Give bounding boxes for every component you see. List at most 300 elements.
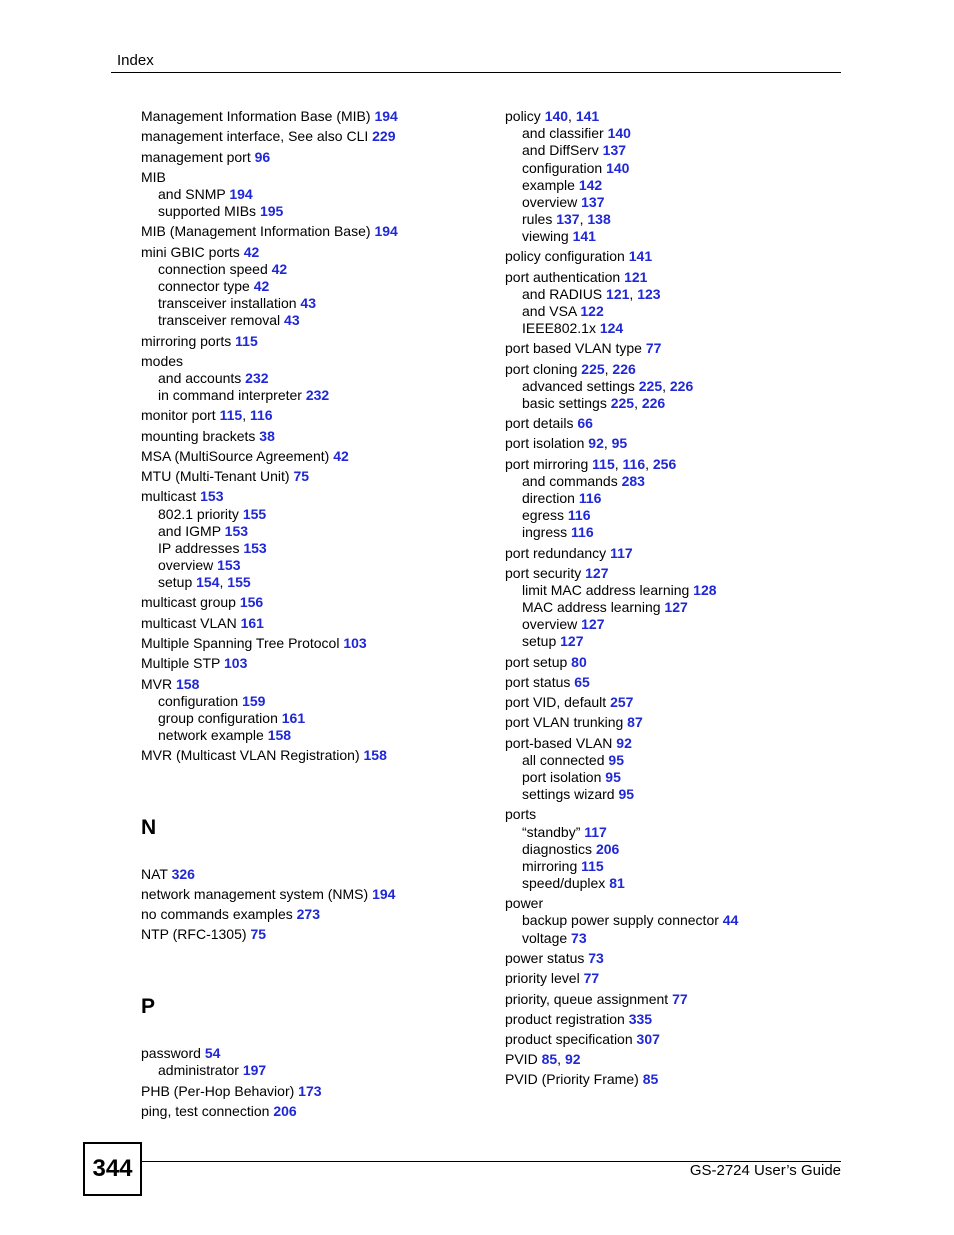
page-link[interactable]: 173 (298, 1083, 322, 1099)
index-subentry (522, 142, 626, 159)
index-entry (505, 565, 609, 582)
index-term: overview (522, 194, 582, 210)
index-subentry (522, 786, 634, 803)
page-link[interactable]: 85 (541, 1051, 558, 1067)
page-link[interactable]: 73 (588, 950, 604, 966)
index-term: basic settings (522, 395, 611, 411)
index-term: PHB (Per-Hop Behavior) (141, 1083, 299, 1099)
index-term: network management system (NMS) (141, 886, 373, 902)
page-link[interactable]: 116 (578, 490, 602, 506)
page-link[interactable]: 103 (224, 655, 248, 671)
index-term: IP addresses (158, 540, 244, 556)
index-entry (505, 415, 593, 432)
section-letter: N (141, 816, 157, 839)
page-link[interactable]: 155 (242, 506, 267, 522)
index-term: password (141, 1045, 205, 1061)
index-term: direction (522, 490, 579, 506)
page-link[interactable]: 75 (293, 468, 310, 484)
index-term: port isolation (505, 435, 589, 451)
page-link[interactable]: 141 (628, 248, 653, 264)
page-link[interactable]: 137 (581, 194, 605, 210)
index-subentry (522, 378, 693, 395)
index-term: and commands (522, 473, 622, 489)
index-subentry (158, 312, 300, 329)
index-entry (141, 926, 266, 943)
page-link[interactable]: 117 (610, 545, 633, 561)
page-link[interactable]: 77 (645, 340, 662, 356)
index-entry (505, 248, 652, 265)
index-term: NTP (RFC-1305) (141, 926, 251, 942)
page-link[interactable]: 206 (273, 1103, 297, 1119)
index-term: multicast VLAN (141, 615, 241, 631)
page-link[interactable]: 194 (374, 108, 398, 124)
index-subentry (522, 769, 621, 786)
page-link[interactable]: 42 (243, 244, 260, 260)
index-term: MSA (MultiSource Agreement) (141, 448, 334, 464)
page-link[interactable]: 226 (669, 378, 694, 394)
page-link[interactable]: 92 (588, 435, 604, 451)
index-entry (505, 1051, 581, 1068)
index-subentry (522, 875, 625, 892)
index-subentry (522, 177, 602, 194)
index-term: configuration (158, 693, 243, 709)
index-subentry (522, 599, 688, 616)
index-term: product registration (505, 1011, 629, 1027)
page-link[interactable]: 138 (587, 211, 611, 227)
index-term: port based VLAN type (505, 340, 646, 356)
page-link[interactable]: 121 (606, 286, 630, 302)
index-term: port VID, default (505, 694, 611, 710)
page-link[interactable]: 77 (672, 991, 688, 1007)
index-term: and accounts (158, 370, 246, 386)
page-link[interactable]: 87 (627, 714, 643, 730)
index-term: no commands examples (141, 906, 297, 922)
index-term: example (522, 177, 579, 193)
page-link[interactable]: 206 (595, 841, 620, 857)
index-term: transceiver installation (158, 295, 301, 311)
index-term: and DiffServ (522, 142, 603, 158)
index-term: all connected (522, 752, 609, 768)
page-link[interactable]: 77 (583, 970, 600, 986)
index-term: diagnostics (522, 841, 596, 857)
page-link[interactable]: 96 (254, 149, 271, 165)
index-subentry (522, 582, 717, 599)
page-link[interactable]: 116 (249, 407, 273, 423)
page-link[interactable]: 225 (610, 395, 635, 411)
index-term: ingress (522, 524, 572, 540)
page-link[interactable]: 121 (624, 269, 648, 285)
page-link[interactable]: 122 (580, 303, 604, 319)
index-entry (141, 1083, 322, 1100)
index-term: Multiple STP (141, 655, 224, 671)
page-link[interactable]: 159 (242, 693, 266, 709)
page-link[interactable]: 115 (592, 456, 615, 472)
page-link[interactable]: 158 (363, 747, 387, 763)
page-separator: , (242, 407, 250, 423)
index-term: MIB (141, 169, 166, 185)
index-term: priority, queue assignment (505, 991, 673, 1007)
index-term: port setup (505, 654, 572, 670)
page-link[interactable]: 153 (243, 540, 267, 556)
index-term: Multiple Spanning Tree Protocol (141, 635, 344, 651)
index-entry (141, 128, 396, 145)
page-link[interactable]: 127 (581, 616, 605, 632)
index-subentry (158, 710, 305, 727)
index-term: product specification (505, 1031, 637, 1047)
page-link[interactable]: 232 (305, 387, 330, 403)
index-subentry (158, 261, 287, 278)
index-entry (141, 1103, 297, 1120)
index-subentry (158, 506, 266, 523)
page-link[interactable]: 158 (176, 676, 200, 692)
page-link[interactable]: 140 (607, 125, 631, 141)
page-link[interactable]: 153 (200, 488, 224, 504)
page-link[interactable]: 307 (636, 1031, 660, 1047)
index-term: port security (505, 565, 586, 581)
index-subentry (522, 930, 587, 947)
index-entry (141, 866, 195, 883)
index-term: group configuration (158, 710, 282, 726)
index-subentry (158, 540, 267, 557)
index-term: connection speed (158, 261, 272, 277)
index-term: speed/duplex (522, 875, 610, 891)
index-subentry (522, 752, 624, 769)
index-subentry (158, 557, 241, 574)
index-entry (505, 714, 643, 731)
index-term: power status (505, 950, 589, 966)
index-term: multicast group (141, 594, 240, 610)
page-link[interactable]: 38 (259, 428, 275, 444)
page-link[interactable]: 225 (581, 361, 605, 377)
page-link[interactable]: 225 (638, 378, 663, 394)
index-term: management port (141, 149, 255, 165)
index-term: configuration (522, 160, 607, 176)
index-entry (505, 970, 599, 987)
page-link[interactable]: 197 (242, 1062, 267, 1078)
index-entry (141, 169, 166, 186)
index-term: mirroring (522, 858, 582, 874)
index-term: port details (505, 415, 578, 431)
page-separator: , (557, 1051, 565, 1067)
index-subentry (522, 125, 631, 142)
page-link[interactable]: 256 (652, 456, 677, 472)
index-entry (141, 468, 309, 485)
index-subentry (158, 203, 283, 220)
page-link[interactable]: 115 (581, 858, 604, 874)
index-term: power (505, 895, 544, 911)
index-entry (505, 1071, 658, 1088)
page-link[interactable]: 115 (219, 407, 243, 423)
index-subentry (158, 727, 291, 744)
index-subentry (522, 858, 604, 875)
page-link[interactable]: 153 (217, 557, 241, 573)
index-entry (141, 244, 259, 261)
page-link[interactable]: 65 (574, 674, 590, 690)
index-entry (505, 435, 627, 452)
index-term: and IGMP (158, 523, 225, 539)
index-entry (505, 654, 587, 671)
page-link[interactable]: 158 (267, 727, 292, 743)
index-entry (141, 676, 199, 693)
index-term: supported MIBs (158, 203, 260, 219)
index-entry (505, 108, 599, 125)
index-subentry (158, 370, 269, 387)
index-entry (141, 149, 270, 166)
page-link[interactable]: 116 (567, 507, 591, 523)
page-link[interactable]: 137 (556, 211, 580, 227)
index-subentry (158, 295, 316, 312)
index-entry (141, 407, 273, 424)
page-link[interactable]: 44 (722, 912, 739, 928)
index-term: setup (158, 574, 197, 590)
page-link[interactable]: 154 (196, 574, 220, 590)
index-entry (141, 594, 263, 611)
index-entry (505, 991, 688, 1008)
index-term: mirroring ports (141, 333, 236, 349)
index-term: policy (505, 108, 545, 124)
page-separator: , (614, 456, 623, 472)
index-term: port isolation (522, 769, 606, 785)
index-term: and classifier (522, 125, 608, 141)
page-link[interactable]: 232 (245, 370, 269, 386)
page-link[interactable]: 161 (240, 615, 264, 631)
index-entry (141, 615, 264, 632)
index-entry (505, 340, 661, 357)
index-term: backup power supply connector (522, 912, 723, 928)
guide-title: GS-2724 User’s Guide (689, 1162, 841, 1179)
index-entry (505, 950, 604, 967)
page-number: 344 (83, 1142, 142, 1196)
page-link[interactable]: 92 (616, 735, 632, 751)
index-subentry (522, 912, 738, 929)
index-entry (505, 806, 536, 823)
page-link[interactable]: 95 (608, 752, 624, 768)
index-term: port cloning (505, 361, 582, 377)
page-link[interactable]: 140 (544, 108, 569, 124)
section-letter: P (141, 995, 156, 1018)
page-link[interactable]: 257 (610, 694, 634, 710)
index-entry (505, 1011, 652, 1028)
index-term: port mirroring (505, 456, 593, 472)
index-term: rules (522, 211, 557, 227)
index-entry (505, 456, 676, 473)
index-entry (141, 333, 258, 350)
page-link[interactable]: 54 (204, 1045, 221, 1061)
index-entry (141, 1045, 220, 1062)
index-term: overview (522, 616, 582, 632)
index-subentry (522, 286, 661, 303)
index-term: and RADIUS (522, 286, 607, 302)
index-term: NAT (141, 866, 172, 882)
page-link[interactable]: 117 (584, 824, 607, 840)
page-link[interactable]: 140 (606, 160, 630, 176)
page-link[interactable]: 161 (281, 710, 306, 726)
page-separator: , (629, 286, 638, 302)
page-link[interactable]: 273 (296, 906, 320, 922)
index-entry (141, 886, 395, 903)
index-subentry (522, 824, 607, 841)
page-link[interactable]: 124 (599, 320, 624, 336)
index-term: setup (522, 633, 561, 649)
page-link[interactable]: 42 (271, 261, 288, 277)
index-subentry (158, 1062, 266, 1079)
index-entry (141, 488, 223, 505)
index-subentry (522, 395, 665, 412)
index-entry (141, 747, 387, 764)
index-subentry (158, 387, 329, 404)
page-link[interactable]: 137 (602, 142, 627, 158)
index-subentry (158, 278, 269, 295)
index-term: limit MAC address learning (522, 582, 694, 598)
page-link[interactable]: 194 (229, 186, 253, 202)
page-link[interactable]: 127 (560, 633, 584, 649)
index-term: advanced settings (522, 378, 639, 394)
page-link[interactable]: 85 (642, 1071, 659, 1087)
page-link[interactable]: 92 (564, 1051, 581, 1067)
index-entry (141, 448, 349, 465)
index-entry (141, 635, 367, 652)
running-header-title: Index (117, 52, 154, 69)
index-subentry (522, 211, 611, 228)
page-link[interactable]: 156 (239, 594, 264, 610)
index-term: port authentication (505, 269, 625, 285)
page-link[interactable]: 142 (578, 177, 603, 193)
page-link[interactable]: 75 (250, 926, 267, 942)
page-link[interactable]: 229 (372, 128, 396, 144)
page-link[interactable]: 81 (609, 875, 625, 891)
index-entry (141, 428, 275, 445)
index-term: PVID (505, 1051, 542, 1067)
page-link[interactable]: 141 (572, 228, 596, 244)
page-link[interactable]: 226 (612, 361, 636, 377)
page-link[interactable]: 127 (585, 565, 609, 581)
page-link[interactable]: 42 (253, 278, 270, 294)
page-link[interactable]: 326 (171, 866, 195, 882)
index-term: MTU (Multi-Tenant Unit) (141, 468, 294, 484)
page-link[interactable]: 95 (605, 769, 621, 785)
index-entry (141, 655, 247, 672)
index-term: MAC address learning (522, 599, 665, 615)
page-link[interactable]: 80 (571, 654, 587, 670)
page-separator: , (579, 211, 588, 227)
index-term: ping, test connection (141, 1103, 274, 1119)
index-term: administrator (158, 1062, 243, 1078)
index-term: network example (158, 727, 268, 743)
page-link[interactable]: 43 (300, 295, 316, 311)
index-term: and VSA (522, 303, 581, 319)
index-entry (141, 906, 320, 923)
index-term: ports (505, 806, 537, 822)
index-term: viewing (522, 228, 573, 244)
index-subentry (522, 490, 601, 507)
index-entry (505, 361, 636, 378)
index-subentry (158, 693, 265, 710)
index-subentry (522, 841, 619, 858)
index-subentry (522, 633, 584, 650)
index-subentry (522, 524, 594, 541)
page-link[interactable]: 155 (227, 574, 251, 590)
index-entry (505, 694, 633, 711)
index-term: in command interpreter (158, 387, 306, 403)
page-link[interactable]: 226 (641, 395, 666, 411)
page-link[interactable]: 42 (333, 448, 349, 464)
index-subentry (522, 616, 605, 633)
index-term: management interface, See also CLI (141, 128, 373, 144)
page-link[interactable]: 123 (637, 286, 661, 302)
page-link[interactable]: 335 (628, 1011, 653, 1027)
index-term: port status (505, 674, 575, 690)
index-term: voltage (522, 930, 572, 946)
index-term: policy configuration (505, 248, 629, 264)
page-link[interactable]: 153 (224, 523, 249, 539)
page-link[interactable]: 194 (374, 223, 398, 239)
page-link[interactable]: 73 (571, 930, 587, 946)
page-link[interactable]: 116 (571, 524, 594, 540)
index-subentry (158, 574, 251, 591)
page-link[interactable]: 141 (575, 108, 600, 124)
index-term: transceiver removal (158, 312, 285, 328)
index-entry (505, 895, 543, 912)
page-separator: , (634, 395, 642, 411)
page-separator: , (604, 361, 613, 377)
page-link[interactable]: 127 (664, 599, 688, 615)
index-term: port VLAN trunking (505, 714, 628, 730)
index-term: multicast (141, 488, 201, 504)
index-term: PVID (Priority Frame) (505, 1071, 643, 1087)
index-entry (141, 353, 183, 370)
page-link[interactable]: 95 (611, 435, 628, 451)
index-term: and SNMP (158, 186, 230, 202)
index-term: connector type (158, 278, 254, 294)
index-subentry (522, 194, 605, 211)
page-link[interactable]: 43 (284, 312, 300, 328)
index-term: overview (158, 557, 218, 573)
page-link[interactable]: 115 (235, 333, 258, 349)
index-subentry (522, 303, 604, 320)
index-subentry (522, 228, 596, 245)
page-link[interactable]: 195 (259, 203, 284, 219)
page-link[interactable]: 194 (372, 886, 396, 902)
page-link[interactable]: 128 (693, 582, 717, 598)
index-subentry (522, 160, 629, 177)
index-term: modes (141, 353, 184, 369)
index-term: mini GBIC ports (141, 244, 244, 260)
page-link[interactable]: 66 (577, 415, 593, 431)
index-term: IEEE802.1x (522, 320, 600, 336)
index-entry (505, 1031, 660, 1048)
page-link[interactable]: 116 (622, 456, 646, 472)
index-term: MVR (141, 676, 176, 692)
page-separator: , (662, 378, 670, 394)
index-entry (141, 223, 398, 240)
index-term: Management Information Base (MIB) (141, 108, 375, 124)
page-separator: , (568, 108, 576, 124)
page-separator: , (219, 574, 228, 590)
index-subentry (522, 320, 623, 337)
page-link[interactable]: 283 (621, 473, 645, 489)
index-term: egress (522, 507, 568, 523)
page-separator: , (603, 435, 612, 451)
page-link[interactable]: 95 (618, 786, 635, 802)
index-term: priority level (505, 970, 584, 986)
index-subentry (522, 473, 645, 490)
index-subentry (522, 507, 591, 524)
index-subentry (158, 186, 253, 203)
index-term: mounting brackets (141, 428, 260, 444)
index-entry (505, 735, 632, 752)
index-term: port redundancy (505, 545, 611, 561)
page-link[interactable]: 103 (343, 635, 367, 651)
